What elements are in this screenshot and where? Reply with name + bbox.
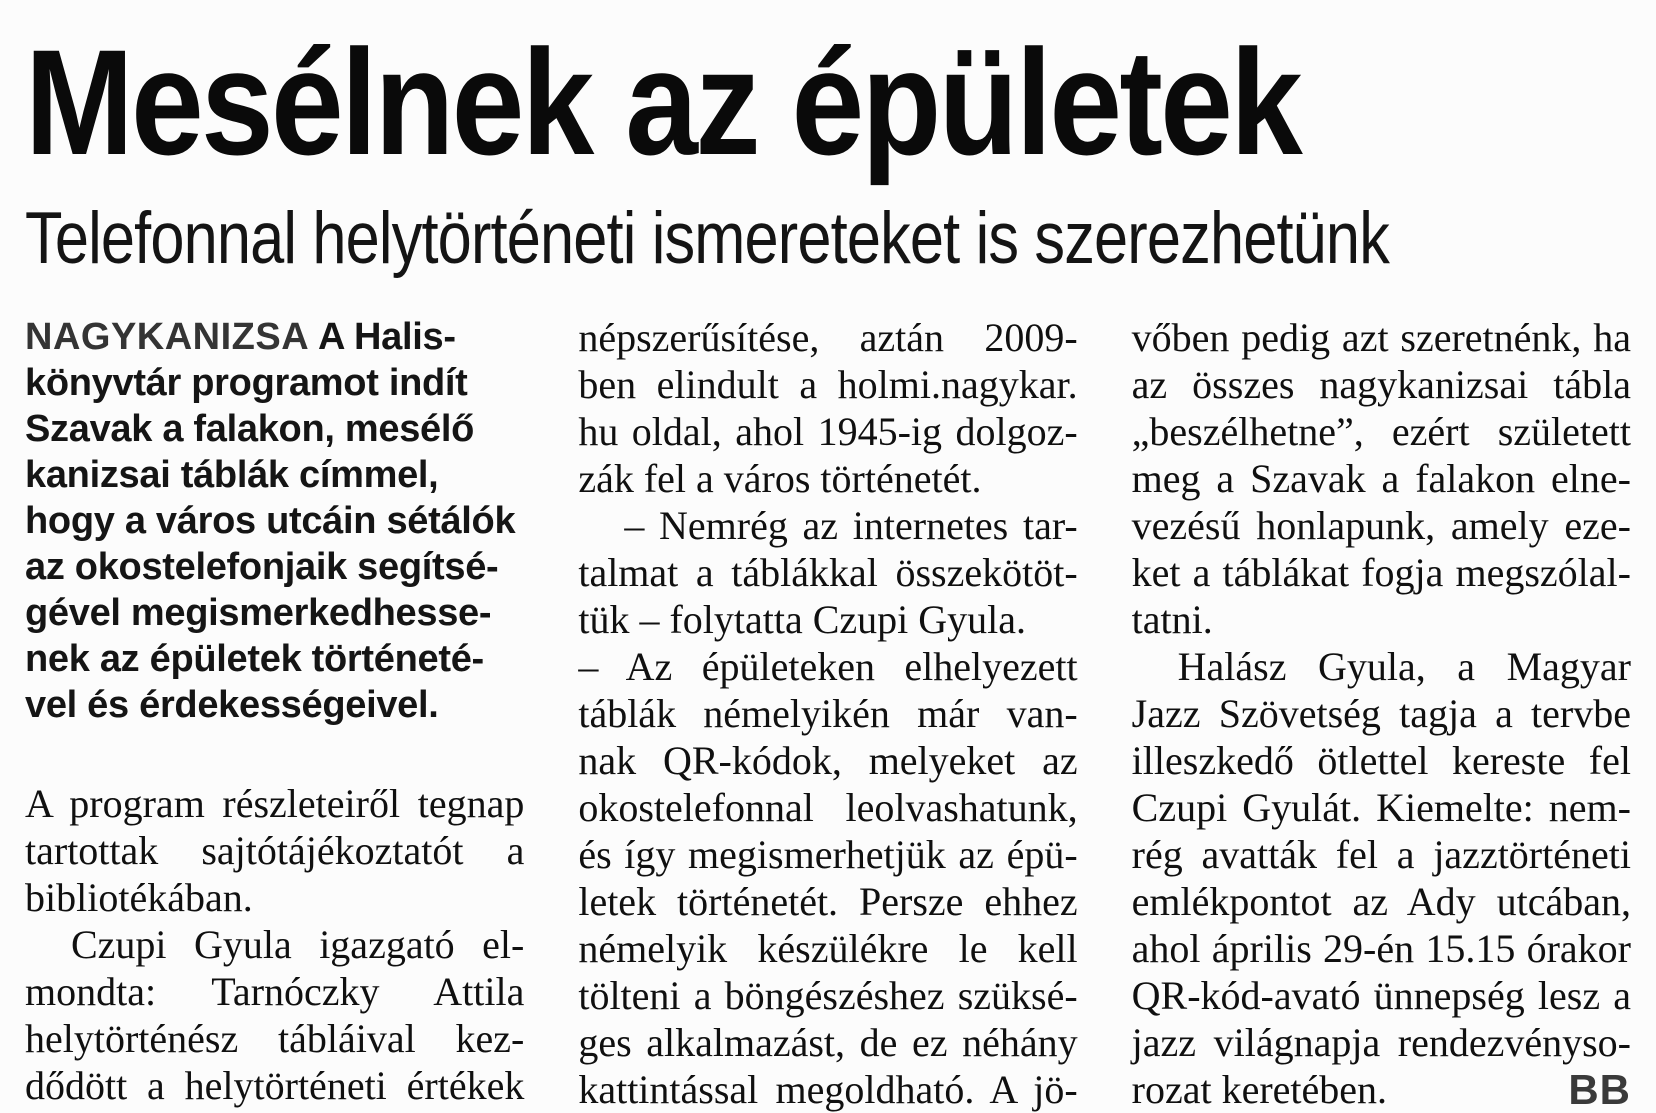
article-line: könyvtár programot indít — [25, 362, 468, 404]
article-line: némelyik készülékre le kell — [578, 926, 1078, 971]
article-line: Szavak a falakon, mesélő — [25, 408, 475, 450]
article-line: Jazz Szövetség tagja a tervbe — [1131, 691, 1631, 736]
article-line: ben elindult a holmi.nagykar. — [578, 362, 1078, 407]
article-column-2 — [578, 314, 1077, 1113]
article-line: tatni. — [1131, 597, 1213, 642]
article-line: kattintással megoldható. A jö- — [578, 1067, 1078, 1112]
article-line: zák fel a város történetét. — [578, 456, 982, 501]
article-line: Halász Gyula, a Magyar — [1177, 644, 1631, 689]
article-line: és így megismerhetjük az épü- — [578, 832, 1078, 877]
article-line: jazz világnapja rendezvényso- — [1131, 1020, 1631, 1065]
article-line: Czupi Gyulát. Kiemelte: nem- — [1131, 785, 1631, 830]
paragraph-gap — [25, 728, 524, 780]
article-line: – Nemrég az internetes tar- — [624, 503, 1078, 548]
article-line: ges alkalmazást, de ez néhány — [578, 1020, 1078, 1065]
article-line: hu oldal, ahol 1945-ig dolgoz- — [578, 409, 1078, 454]
article-line: letek történetét. Persze ehhez — [578, 879, 1078, 924]
author-initials: BB — [1568, 1066, 1631, 1113]
article-line: kanizsai táblák címmel, — [25, 454, 439, 496]
article-line: ahol április 29-én 15.15 órakor — [1131, 926, 1631, 971]
article-line: rozat keretében. BB — [1131, 1066, 1631, 1113]
article-line: helytörténész tábláival kez- — [25, 1016, 525, 1061]
article-line: vezésű honlapunk, amely eze- — [1131, 503, 1631, 548]
article-body — [25, 314, 1631, 1113]
article-title: Mesélnek az épületek — [25, 18, 1301, 186]
article-line: QR-kód-avató ünnepség lesz a — [1131, 973, 1631, 1018]
article-line: tük – folytatta Czupi Gyula. — [578, 597, 1027, 642]
article-line: tartottak sajtótájékoztatót a — [25, 828, 525, 873]
article-line: gével megismerkedhesse- — [25, 592, 492, 634]
article-line: meg a Szavak a falakon elne- — [1131, 456, 1631, 501]
article-subtitle: Telefonnal helytörténeti ismereteket is szerezhetünk — [25, 198, 1390, 279]
article-line: „beszélhetne”, ezért született — [1131, 409, 1631, 454]
article-line: NAGYKANIZSA A Halis- — [25, 316, 456, 358]
article-line: bibliotékában. — [25, 875, 253, 920]
article-column-3 — [1132, 314, 1631, 1113]
article-line: – Az épületeken elhelyezett — [578, 644, 1078, 689]
article-column-1 — [25, 314, 524, 1113]
article-line: emlékpontot az Ady utcában, — [1131, 879, 1631, 924]
article-line: táblák némelyikén már van- — [578, 691, 1078, 736]
article-line: illeszkedő ötlettel kereste fel — [1131, 738, 1631, 783]
article-line: rég avatták fel a jazztörténeti — [1131, 832, 1631, 877]
article-line: okostelefonnal leolvashatunk, — [578, 785, 1078, 830]
article-line: népszerűsítése, aztán 2009- — [578, 315, 1078, 360]
article-line: nak QR-kódok, melyeket az — [578, 738, 1078, 783]
article-line: talmat a táblákkal összekötöt- — [578, 550, 1078, 595]
article-line: hogy a város utcáin sétálók — [25, 500, 516, 542]
article-line: vőben pedig azt szeretnénk, ha — [1131, 315, 1631, 360]
article-line: dődött a helytörténeti értékek — [25, 1063, 525, 1108]
article-line: az összes nagykanizsai tábla — [1131, 362, 1631, 407]
article-line: az okostelefonjaik segítsé- — [25, 546, 499, 588]
location-kicker: NAGYKANIZSA — [25, 316, 310, 358]
article-line: A program részleteiről tegnap — [25, 781, 525, 826]
article-line: vel és érdekességeivel. — [25, 684, 439, 726]
article-line: mondta: Tarnóczky Attila — [25, 969, 525, 1014]
article-line: tölteni a böngészéshez szüksé- — [578, 973, 1078, 1018]
article-line: nek az épületek történeté- — [25, 638, 484, 680]
article-line: Czupi Gyula igazgató el- — [71, 922, 525, 967]
article-line: ket a táblákat fogja megszólal- — [1131, 550, 1631, 595]
